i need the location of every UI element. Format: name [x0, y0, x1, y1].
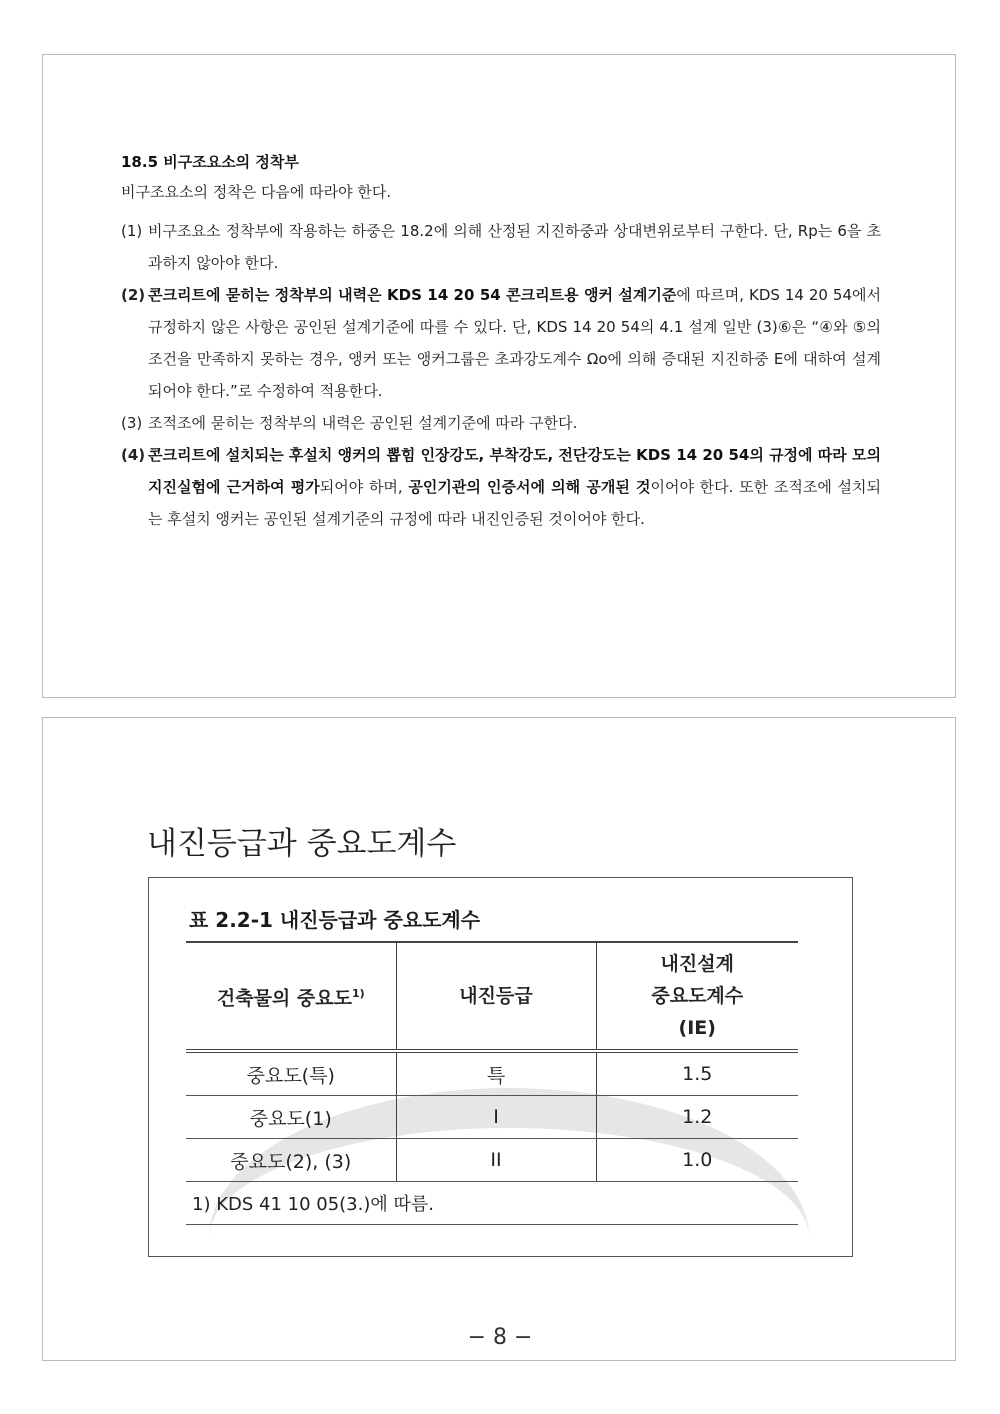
item-number: (1): [121, 222, 143, 240]
cell-importance: 중요도(특): [186, 1051, 396, 1096]
footnote-marker: 1): [351, 986, 365, 1000]
cell-importance: 중요도(2), (3): [186, 1139, 396, 1182]
page-number: − 8 −: [467, 1325, 533, 1350]
slide-anchorage: [42, 54, 956, 698]
intro-text: 비구조요소의 정착은 다음에 따라야 한다.: [121, 183, 392, 201]
item-bold-text: 공인기관의 인증서에 의해 공개된 것: [408, 478, 651, 496]
slide-importance-factor: [42, 717, 956, 1361]
list-item: [121, 439, 881, 535]
section-title: 18.5 비구조요소의 정착부: [121, 153, 299, 171]
cell-factor: 1.2: [596, 1096, 798, 1139]
item-rest-text: 이어야 한다. 또한 조적조에 설치되는 후설치 앵커는 공인된 설계기준의 규정에 따라 내진인증된 것이어야 한다.: [148, 478, 881, 528]
table-row: [186, 1051, 798, 1096]
cell-grade: I: [396, 1096, 596, 1139]
item-number: (4): [121, 446, 146, 464]
cell-grade: 특: [396, 1051, 596, 1096]
slide-title: 내진등급과 중요도계수: [147, 826, 457, 862]
table-footnote-row: [186, 1182, 798, 1225]
item-text: 조적조에 묻히는 정착부의 내력은 공인된 설계기준에 따라 구한다.: [148, 414, 578, 432]
item-number: (3): [121, 414, 143, 432]
table-row: [186, 1096, 798, 1139]
cell-importance: 중요도(1): [186, 1096, 396, 1139]
item-text: [148, 279, 881, 407]
item-bold-text: 콘크리트에 묻히는 정착부의 내력은 KDS 14 20 54 콘크리트용 앵커 설계기준: [148, 286, 677, 304]
cell-factor: 1.5: [596, 1051, 798, 1096]
list-item: [121, 407, 881, 439]
item-text: [148, 439, 881, 535]
table-row: [186, 1139, 798, 1182]
header-importance: 건축물의 중요도$^{1)}$: [186, 942, 396, 1051]
item-bold-text: 콘크리트에 설치되는 후설치 앵커의 뽑힘 인장강도, 부착강도, 전단강도는 KDS 14 20 54의 규정에 따라 모의지진실험에 근거하여 평가: [148, 446, 881, 496]
table-footnote: 1) KDS 41 10 05(3.)에 따름.: [186, 1182, 798, 1225]
table-image-frame: [148, 877, 853, 1257]
table-header-row: [186, 942, 798, 1051]
item-text: 비구조요소 정착부에 작용하는 하중은 18.2에 의해 산정된 지진하중과 상대변위로부터 구한다. 단, Rp는 6을 초과하지 않아야 한다.: [148, 222, 881, 272]
item-rest-text: 에 따르며, KDS 14 20 54에서 규정하지 않은 사항은 공인된 설계기준에 따를 수 있다. 단, KDS 14 20 54의 4.1 설계 일반 (3)⑥은 “④와 ⑤의 조건을 만족하지 못하는 경우, 앵커 또는 앵커그룹은 초과강도계수 Ωo에 의해 증대된 지진하중 E에 대하여 설계되어야 한다.”로 수정하여 적용한다.: [148, 286, 881, 400]
cell-grade: II: [396, 1139, 596, 1182]
cell-factor: 1.0: [596, 1139, 798, 1182]
importance-table: [186, 941, 798, 1225]
table-caption: 표 2.2-1 내진등급과 중요도계수: [189, 908, 481, 932]
list-item: [121, 215, 881, 279]
header-grade: 내진등급: [396, 942, 596, 1051]
item-mid-text: 되어야 하며,: [319, 478, 409, 496]
item-number: (2): [121, 286, 146, 304]
list-item: [121, 279, 881, 407]
header-factor: 내진설계 중요도계수 (IE): [596, 942, 798, 1051]
item-list: [121, 215, 881, 535]
